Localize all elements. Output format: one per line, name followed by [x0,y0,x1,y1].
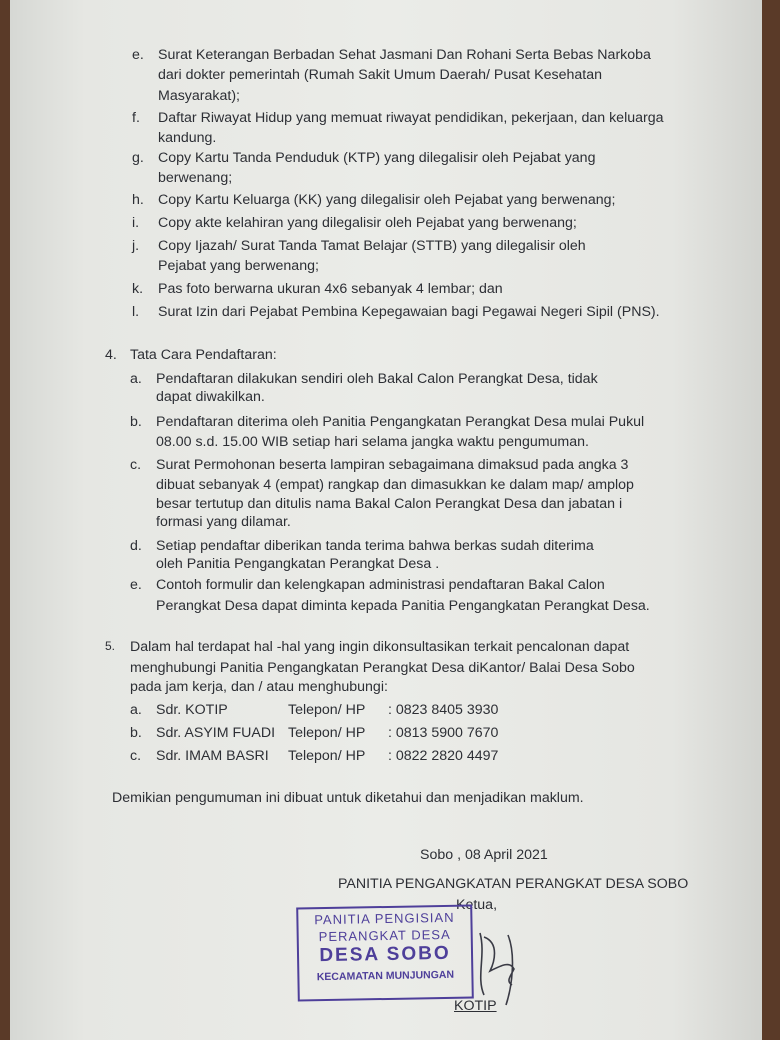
contact-name: Sdr. ASYIM FUADI [156,725,276,741]
contact-name: Sdr. KOTIP [156,702,228,718]
list-item-text: Copy Ijazah/ Surat Tanda Tamat Belajar (STTB) yang dilegalisir oleh [158,238,586,254]
list-marker: h. [132,192,144,208]
list-item-text: Pendaftaran diterima oleh Panitia Pengangkatan Perangkat Desa mulai Pukul [156,414,645,430]
list-marker: l. [132,304,140,320]
list-item-text: Pejabat yang berwenang; [158,258,319,274]
list-item-text: Daftar Riwayat Hidup yang memuat riwayat pendidikan, pekerjaan, dan keluarga [158,110,664,126]
signer-name: KOTIP [454,998,497,1014]
section-number: 5. [105,639,116,653]
list-item-text: Copy Kartu Keluarga (KK) yang dilegalisir oleh Pejabat yang berwenang; [158,192,616,208]
contact-label: Telepon/ HP [288,748,366,764]
contact-name: Sdr. IMAM BASRI [156,748,269,764]
list-marker: d. [130,538,142,554]
list-item-text: berwenang; [158,170,233,186]
list-item-text: Setiap pendaftar diberikan tanda terima bahwa berkas sudah diterima [156,538,594,554]
signature-mark [450,915,530,1010]
list-marker: c. [130,457,142,473]
list-item-text: 08.00 s.d. 15.00 WIB setiap hari selama jangka waktu pengumuman. [156,434,589,450]
contact-label: Telepon/ HP [288,702,366,718]
list-item-text: Surat Keterangan Berbadan Sehat Jasmani Dan Rohani Serta Bebas Narkoba [158,47,651,63]
list-item-text: Copy akte kelahiran yang dilegalisir oleh Pejabat yang berwenang; [158,215,577,231]
list-marker: k. [132,281,144,297]
list-marker: b. [130,725,142,741]
list-marker: e. [130,577,142,593]
list-marker: j. [132,238,140,254]
paragraph-line: menghubungi Panitia Pengangkatan Perangkat Desa diKantor/ Balai Desa Sobo [130,660,635,676]
list-item-text: dibuat sebanyak 4 (empat) rangkap dan dimasukkan ke dalam map/ amplop [156,477,634,493]
list-marker: b. [130,414,142,430]
official-stamp: PANITIA PENGISIAN PERANGKAT DESA DESA SOBO KECAMATAN MUNJUNGAN [296,904,474,1001]
list-marker: a. [130,371,142,387]
list-item-text: Pendaftaran dilakukan sendiri oleh Bakal Calon Perangkat Desa, tidak [156,371,598,387]
list-marker: f. [132,110,140,126]
list-item-text: Pas foto berwarna ukuran 4x6 sebanyak 4 lembar; dan [158,281,503,297]
list-marker: e. [132,47,144,63]
list-marker: a. [130,702,142,718]
list-item-text: besar tertutup dan ditulis nama Bakal Calon Perangkat Desa dan jabatan i [156,496,623,512]
place-date: Sobo , 08 April 2021 [420,847,548,863]
section-number: 4. [105,347,117,363]
committee-name: PANITIA PENGANGKATAN PERANGKAT DESA SOBO [338,876,689,892]
list-item-text: Contoh formulir dan kelengkapan administrasi pendaftaran Bakal Calon [156,577,605,593]
list-item-text: Surat Izin dari Pejabat Pembina Kepegawaian bagi Pegawai Negeri Sipil (PNS). [158,304,660,320]
contact-label: Telepon/ HP [288,725,366,741]
list-item-text: Perangkat Desa dapat diminta kepada Panitia Pengangkatan Perangkat Desa. [156,598,650,614]
list-item-text: Surat Permohonan beserta lampiran sebagaimana dimaksud pada angka 3 [156,457,629,473]
list-item-text: formasi yang dilamar. [156,514,291,530]
list-marker: c. [130,748,142,764]
contact-phone: : 0823 8405 3930 [388,702,499,718]
list-item-text: kandung. [158,130,217,146]
list-item-text: Copy Kartu Tanda Penduduk (KTP) yang dilegalisir oleh Pejabat yang [158,150,596,166]
list-item-text: oleh Panitia Pengangkatan Perangkat Desa . [156,556,440,572]
closing-statement: Demikian pengumuman ini dibuat untuk diketahui dan menjadikan maklum. [112,790,584,806]
chair-title: Ketua, [456,897,498,913]
section-title: Tata Cara Pendaftaran: [130,347,277,363]
document-page [10,0,762,1040]
list-item-text: dari dokter pemerintah (Rumah Sakit Umum Daerah/ Pusat Kesehatan [158,67,602,83]
contact-phone: : 0813 5900 7670 [388,725,499,741]
paragraph-line: pada jam kerja, dan / atau menghubungi: [130,679,388,695]
list-marker: g. [132,150,144,166]
paragraph-line: Dalam hal terdapat hal -hal yang ingin dikonsultasikan terkait pencalonan dapat [130,639,630,655]
list-item-text: dapat diwakilkan. [156,389,265,405]
list-marker: i. [132,215,140,231]
list-item-text: Masyarakat); [158,88,240,104]
contact-phone: : 0822 2820 4497 [388,748,499,764]
